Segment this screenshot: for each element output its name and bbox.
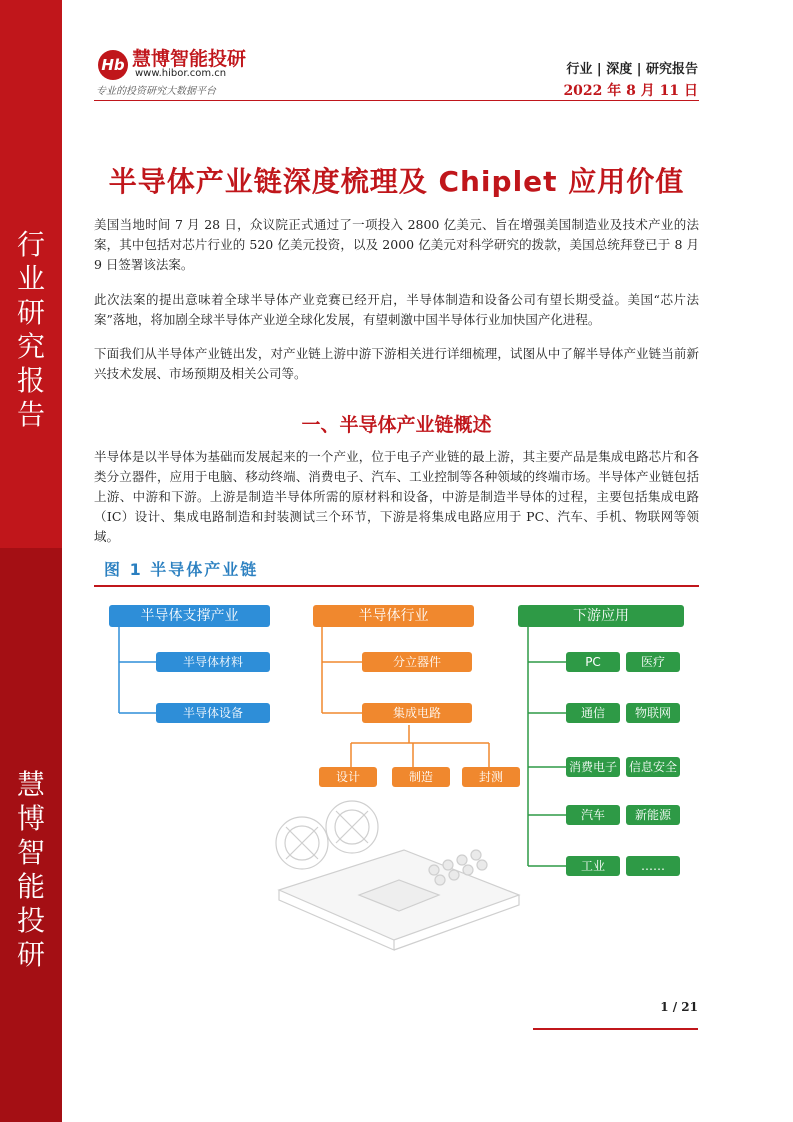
ic-manufacture-box: 制造 — [392, 767, 450, 787]
header-divider — [94, 100, 699, 101]
semiconductor-industry-header: 半导体行业 — [313, 605, 474, 627]
downstream-item: 信息安全 — [626, 757, 680, 777]
downstream-header: 下游应用 — [518, 605, 684, 627]
intro-paragraph-1: 美国当地时间 7 月 28 日，众议院正式通过了一项投入 2800 亿美元、旨在增强美国制造业及技术产业的法案，其中包括对芯片行业的 520 亿美元投资，以及 2000 亿美元对科学研究的拨款，美国总统拜登已于 8 月 9 日签署该法案。 — [94, 217, 699, 272]
page-number: 1 / 21 — [660, 1000, 698, 1014]
footer-divider — [533, 1028, 698, 1030]
downstream-item: 物联网 — [626, 703, 680, 723]
downstream-item: 新能源 — [626, 805, 680, 825]
downstream-item: 通信 — [566, 703, 620, 723]
sidebar-brand-label: 慧 博 智 能 投 研 — [16, 768, 45, 971]
hibor-logo-icon: Hb — [98, 50, 128, 80]
sidebar-report-label: 行 业 研 究 报 告 — [16, 228, 45, 431]
figure-title: 图 1 半导体产业链 — [104, 560, 259, 579]
report-date: 2022 年 8 月 11 日 — [563, 83, 698, 99]
sidebar — [0, 0, 62, 1122]
downstream-item: 消费电子 — [566, 757, 620, 777]
brand-name: 慧博智能投研 — [132, 48, 247, 70]
intro-paragraph-3: 下面我们从半导体产业链出发，对产业链上游中游下游相关进行详细梳理，试图从中了解半导体产业链当前新兴技术发展、市场预期及相关公司等。 — [94, 346, 699, 381]
downstream-item: 汽车 — [566, 805, 620, 825]
chip-board-illustration — [276, 801, 519, 950]
support-item-equipment: 半导体设备 — [156, 703, 270, 723]
industry-item-ic: 集成电路 — [362, 703, 472, 723]
downstream-item: 医疗 — [626, 652, 680, 672]
industry-item-discrete: 分立器件 — [362, 652, 472, 672]
brand-url[interactable]: www.hibor.com.cn — [135, 68, 227, 79]
figure-divider — [94, 585, 699, 587]
section-paragraph: 半导体是以半导体为基础而发展起来的一个产业，位于电子产业链的最上游，其主要产品是集成电路芯片和各类分立器件，应用于电脑、移动终端、消费电子、汽车、工业控制等各种领域的终端市场。半导体产业链包括上游、中游和下游。上游是制造半导体所需的原材料和设备，中游是制造半导体的过程，主要包括集成电路（IC）设计、集成电路制造和封装测试三个环节，下游是将集成电路应用于 PC、汽车、手机、物联网等领域。 — [94, 449, 699, 544]
support-item-materials: 半导体材料 — [156, 652, 270, 672]
section-heading: 一、半导体产业链概述 — [301, 414, 492, 436]
support-industry-header: 半导体支撑产业 — [109, 605, 270, 627]
ic-packaging-test-box: 封测 — [462, 767, 520, 787]
downstream-item: PC — [566, 652, 620, 672]
downstream-item: …… — [626, 856, 680, 876]
report-title: 半导体产业链深度梳理及 Chiplet 应用价值 — [108, 165, 685, 198]
ic-design-box: 设计 — [319, 767, 377, 787]
industry-chain-diagram — [94, 595, 699, 995]
downstream-item: 工业 — [566, 856, 620, 876]
intro-paragraph-2: 此次法案的提出意味着全球半导体产业竞赛已经开启，半导体制造和设备公司有望长期受益。美国“芯片法案”落地，将加剧全球半导体产业逆全球化发展，有望刺激中国半导体行业加快国产化进程。 — [94, 292, 699, 327]
brand-slogan: 专业的投资研究大数据平台 — [96, 86, 216, 97]
report-tags: 行业 | 深度 | 研究报告 — [566, 62, 698, 77]
